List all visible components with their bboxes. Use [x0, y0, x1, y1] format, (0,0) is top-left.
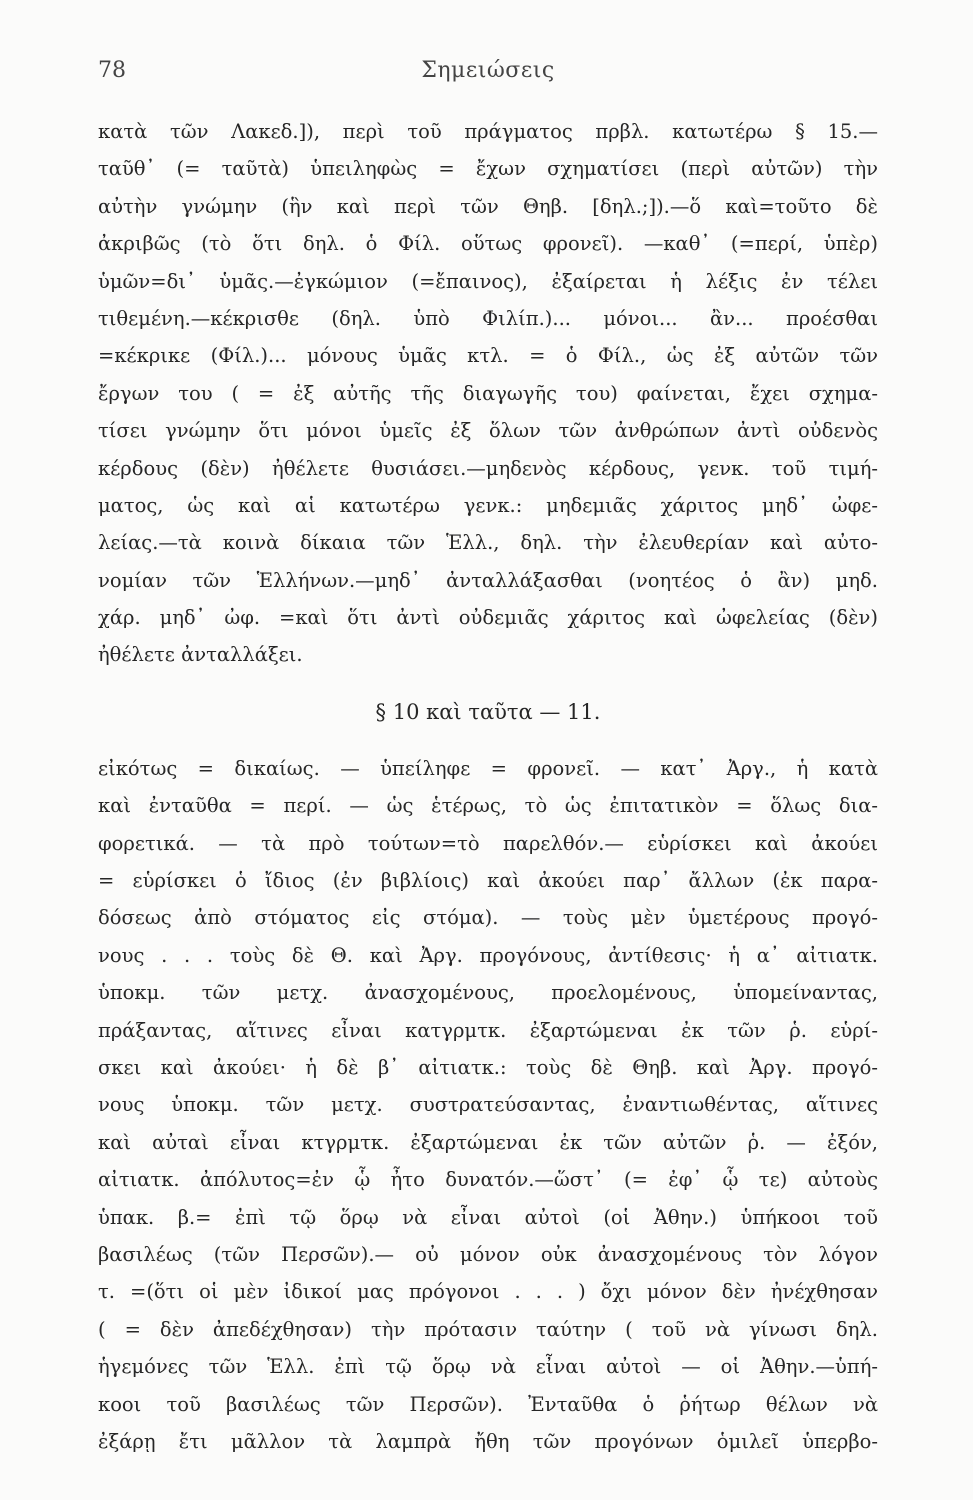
- text-line: αἰτιατκ. ἀπόλυτος=ἐν ᾧ ἦτο δυνατόν.—ὥστ᾽ (= ἐφ᾽ ᾧ τε) αὐτοὺς: [98, 1168, 878, 1192]
- text-line: τιθεμένη.—κέκρισθε (δηλ. ὑπὸ Φιλίπ.)... μόνοι... ἂν... προέσθαι: [98, 306, 878, 330]
- text-line: νομίαν τῶν Ἑλλήνων.—μηδ᾽ ἀνταλλάξασθαι (νοητέος ὁ ἂν) μηδ.: [98, 568, 878, 592]
- body-text: [98, 113, 878, 1460]
- text-line: τίσει γνώμην ὅτι μόνοι ὑμεῖς ἐξ ὅλων τῶν ἀνθρώπων ἀντὶ οὐδενὸς: [98, 419, 878, 443]
- text-line: τ. =(ὅτι οἱ μὲν ἰδικοί μας πρόγονοι . . . ) ὄχι μόνον δὲν ἠνέχθησαν: [98, 1280, 878, 1304]
- text-line: λείας.—τὰ κοινὰ δίκαια τῶν Ἑλλ., δηλ. τὴν ἐλευθερίαν καὶ αὐτο-: [98, 531, 878, 555]
- notes-block-1: [98, 113, 878, 674]
- text-line: φορετικά. — τὰ πρὸ τούτων=τὸ παρελθόν.— εὑρίσκει καὶ ἀκούει: [98, 831, 878, 855]
- text-line: κατὰ τῶν Λακεδ.]), περὶ τοῦ πράγματος πρβλ. κατωτέρω § 15.—: [98, 120, 878, 143]
- running-head: Σημειώσεις: [421, 58, 555, 83]
- text-line: ἠθέλετε ἀνταλλάξει.: [98, 643, 303, 667]
- text-line: βασιλέως (τῶν Περσῶν).— οὐ μόνον οὐκ ἀνασχομένους τὸν λόγον: [98, 1242, 878, 1266]
- notes-block-2: [98, 750, 878, 1460]
- text-line: νους ὑποκμ. τῶν μετχ. συστρατεύσαντας, ἐναντιωθέντας, αἵτινες: [98, 1093, 878, 1117]
- text-line: αὐτὴν γνώμην (ἣν καὶ περὶ τῶν Θηβ. [δηλ.;]).—ὅ καὶ=τοῦτο δὲ: [98, 194, 878, 218]
- text-line: ἡγεμόνες τῶν Ἑλλ. ἐπὶ τῷ ὅρῳ νὰ εἶναι αὐτοὶ — οἱ Ἀθην.—ὑπή-: [98, 1355, 878, 1379]
- text-line: πράξαντας, αἵτινες εἶναι κατγρμτκ. ἐξαρτώμεναι ἐκ τῶν ῥ. εὑρί-: [98, 1018, 878, 1042]
- text-line: καὶ ἐνταῦθα = περί. — ὡς ἑτέρως, τὸ ὡς ἐπιτατικὸν = ὅλως δια-: [98, 794, 878, 818]
- text-line: ( = δὲν ἀπεδέχθησαν) τὴν πρότασιν ταύτην ( τοῦ νὰ γίνωσι δηλ.: [98, 1317, 878, 1341]
- text-line: ταῦθ᾽ (= ταῦτὰ) ὑπειληφὼς = ἔχων σχηματίσει (περὶ αὐτῶν) τὴν: [98, 157, 878, 181]
- text-line: κέρδους (δὲν) ἠθέλετε θυσιάσει.—μηδενὸς κέρδους, γενκ. τοῦ τιμή-: [98, 456, 878, 480]
- text-line: εἰκότως = δικαίως. — ὑπείληφε = φρονεῖ. — κατ᾽ Ἀργ., ἡ κατὰ: [98, 756, 878, 780]
- text-line: = εὑρίσκει ὁ ἴδιος (ἐν βιβλίοις) καὶ ἀκούει παρ᾽ ἄλλων (ἐκ παρα-: [98, 869, 878, 893]
- text-line: νους . . . τοὺς δὲ Θ. καὶ Ἀργ. προγόνους, ἀντίθεσις· ἡ α᾽ αἰτιατκ.: [98, 943, 878, 967]
- text-line: καὶ αὐταὶ εἶναι κτγρμτκ. ἐξαρτώμεναι ἐκ τῶν αὐτῶν ῥ. — ἐξόν,: [98, 1130, 878, 1154]
- text-line: χάρ. μηδ᾽ ὠφ. =καὶ ὅτι ἀντὶ οὐδεμιᾶς χάριτος καὶ ὠφελείας (δὲν): [98, 606, 878, 630]
- text-line: ὑπακ. β.= ἐπὶ τῷ ὅρῳ νὰ εἶναι αὐτοὶ (οἱ Ἀθην.) ὑπήκοοι τοῦ: [98, 1205, 878, 1229]
- text-line: ἐξάρῃ ἔτι μᾶλλον τὰ λαμπρὰ ἤθη τῶν προγόνων ὁμιλεῖ ὑπερβο-: [98, 1429, 878, 1453]
- text-line: ὑποκμ. τῶν μετχ. ἀνασχομένους, προελομένους, ὑπομείναντας,: [98, 981, 878, 1005]
- text-line: ὑμῶν=δι᾽ ὑμᾶς.—ἐγκώμιον (=ἔπαινος), ἐξαίρεται ἡ λέξις ἐν τέλει: [98, 269, 878, 293]
- text-line: ἀκριβῶς (τὸ ὅτι δηλ. ὁ Φίλ. οὕτως φρονεῖ). —καθ᾽ (=περί, ὑπὲρ): [98, 232, 878, 256]
- text-line: =κέκρικε (Φίλ.)... μόνους ὑμᾶς κτλ. = ὁ Φίλ., ὡς ἐξ αὐτῶν τῶν: [98, 344, 878, 368]
- text-line: ἔργων του ( = ἐξ αὐτῆς τῆς διαγωγῆς του) φαίνεται, ἔχει σχημα-: [98, 381, 878, 405]
- text-line: σκει καὶ ἀκούει· ἡ δὲ β᾽ αἰτιατκ.: τοὺς δὲ Θηβ. καὶ Ἀργ. προγό-: [98, 1055, 878, 1079]
- section-heading: § 10 καὶ ταῦτα — 11.: [375, 699, 601, 724]
- page-number: 78: [98, 58, 126, 83]
- text-line: κοοι τοῦ βασιλέως τῶν Περσῶν). Ἐνταῦθα ὁ ῥήτωρ θέλων νὰ: [98, 1392, 878, 1416]
- page-header: [98, 58, 878, 92]
- text-line: ματος, ὡς καὶ αἱ κατωτέρω γενκ.: μηδεμιᾶς χάριτος μηδ᾽ ὠφε-: [98, 493, 878, 517]
- text-line: δόσεως ἀπὸ στόματος εἰς στόμα). — τοὺς μὲν ὑμετέρους προγό-: [98, 906, 878, 930]
